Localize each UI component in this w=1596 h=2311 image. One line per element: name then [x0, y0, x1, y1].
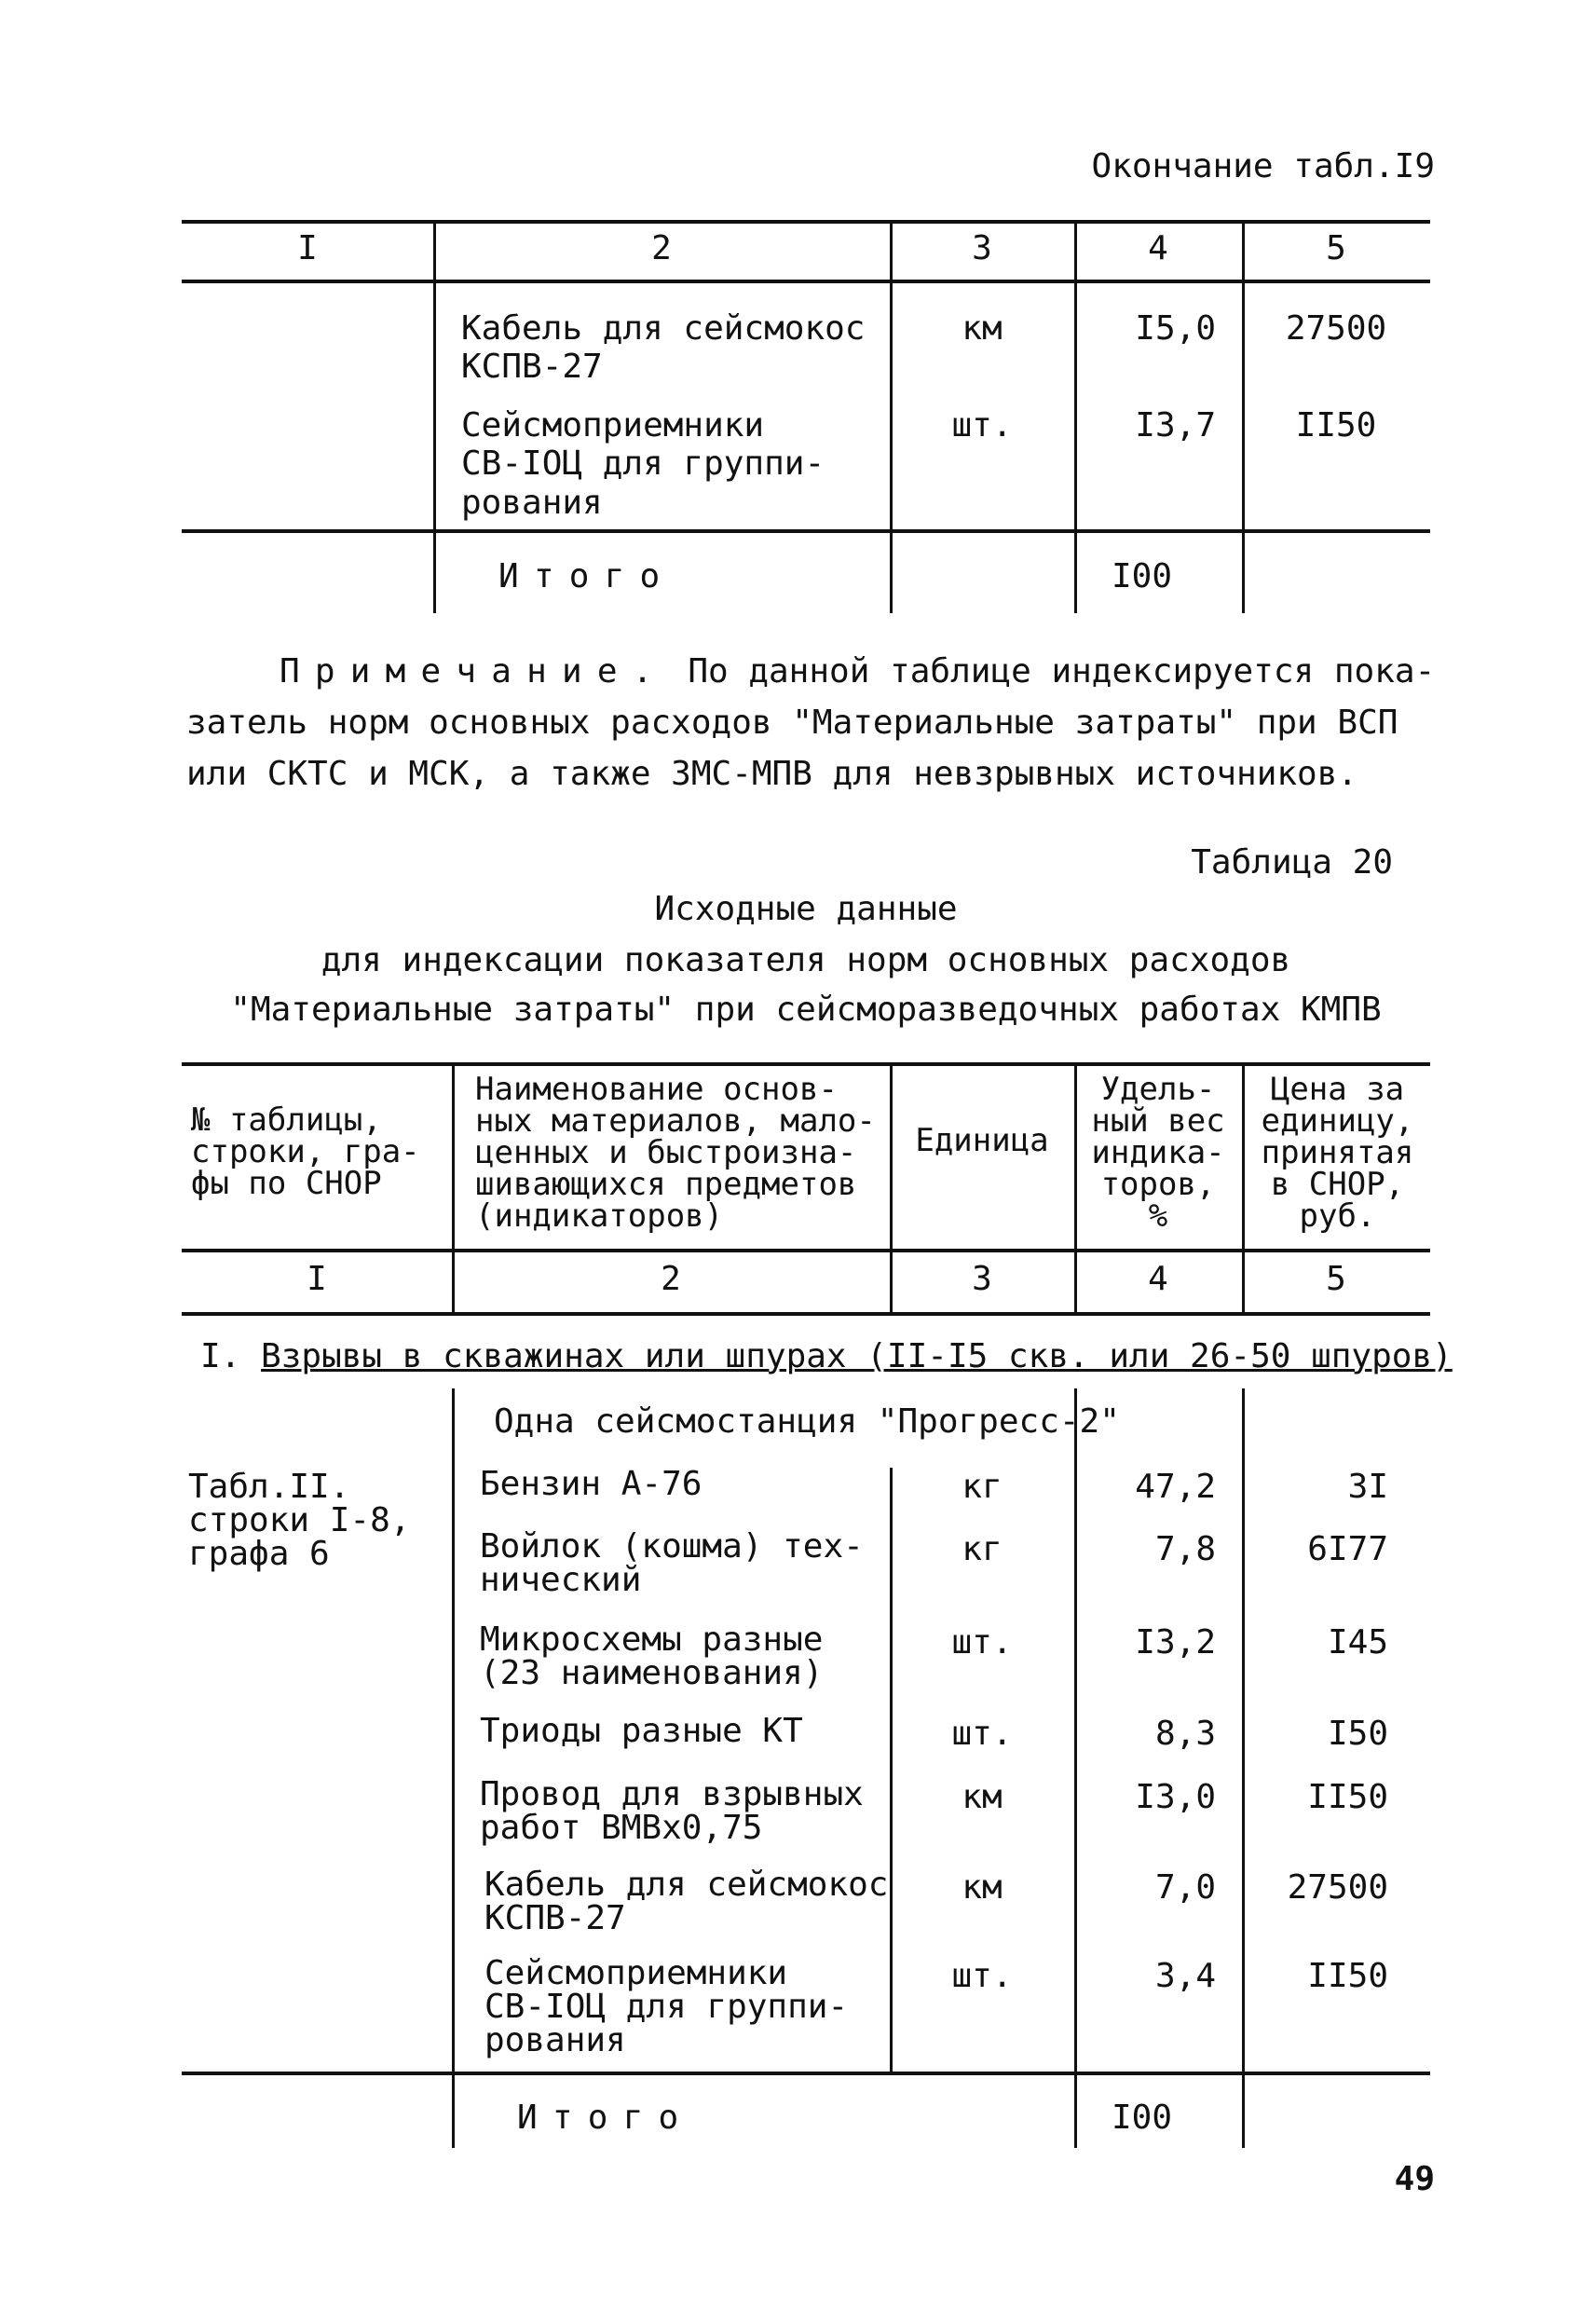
table20-header-unit: Единица [915, 1122, 1049, 1159]
table19-total-label: Итого [498, 557, 675, 595]
table20-item-unit: шт. [951, 1715, 1013, 1753]
table20-col-number: 4 [1148, 1260, 1168, 1298]
table19-header-num: I [297, 229, 318, 267]
table20-header-name: Наименование основ- ных материалов, мало- ценных и быстроизна- шивающихся предметов (индикаторов) [475, 1071, 876, 1235]
table20-item-price: II50 [1307, 1778, 1388, 1816]
table20-title: "Материальные затраты" при сейсморазведочных работах КМПВ [230, 991, 1382, 1029]
table19-header-num: 2 [651, 229, 672, 267]
table19-item-price: II50 [1295, 406, 1377, 444]
table20-item-weight: 47,2 [1135, 1468, 1216, 1506]
table19-item-name: Кабель для сейсмокос КСПВ-27 [461, 309, 866, 387]
table20-numbers-rule [182, 1312, 1430, 1316]
table20-item-name: Провод для взрывных работ ВМВх0,75 [480, 1775, 864, 1847]
table20-item-name: Сейсмоприемники СВ-IОЦ для группи- рования [484, 1954, 849, 2059]
table20-col-number: 5 [1326, 1260, 1346, 1298]
table20-item-weight: 8,3 [1154, 1715, 1216, 1753]
table20-header-source: № таблицы, строки, гра- фы по СНОР [191, 1101, 420, 1202]
table20-item-name: Войлок (кошма) тех- нический [480, 1527, 864, 1599]
table19-item-price: 27500 [1285, 309, 1387, 348]
table19-item-weight: I3,7 [1135, 406, 1216, 444]
table20-item-unit: км [962, 1778, 1003, 1816]
table20-col-number: I [307, 1260, 327, 1298]
table20-section-heading [200, 1337, 1453, 1375]
table20-header-weight: Удель- ный вес индика- торов, % [1091, 1071, 1225, 1235]
table20-item-name: Микросхемы разные (23 наименования) [480, 1620, 824, 1692]
table20-item-unit: шт. [951, 1623, 1013, 1661]
table19-caption: Окончание табл.I9 [1091, 147, 1435, 185]
table20-col-number: 2 [661, 1260, 681, 1298]
table20-col-number: 3 [972, 1260, 992, 1298]
table20-item-unit: кг [962, 1530, 1003, 1568]
section-number: I. [200, 1337, 241, 1375]
table19-item-name: Сейсмоприемники СВ-IОЦ для группи- рования [461, 406, 825, 522]
table20-item-name: Триоды разные КТ [480, 1712, 803, 1750]
table20-item-weight: 7,8 [1154, 1530, 1216, 1568]
table20-item-price: 27500 [1287, 1868, 1388, 1907]
table19-item-unit: км [962, 309, 1003, 348]
table20-header-price: Цена за единицу, принятая в СНОР, руб. [1261, 1071, 1414, 1235]
table19-header-num: 3 [972, 229, 992, 267]
table20-item-weight: I3,2 [1135, 1623, 1216, 1661]
table20-source-ref: Табл.II. строки I-8, графа 6 [188, 1468, 411, 1573]
page-number: 49 [1394, 2160, 1435, 2198]
table20-title: для индексации показателя норм основных расходов [321, 941, 1291, 979]
table20-group-title: Одна сейсмостанция "Прогресс-2" [494, 1402, 1120, 1441]
table20-item-weight: 3,4 [1154, 1957, 1216, 1995]
table20-title: Исходные данные [654, 890, 958, 928]
table20-item-name: Бензин А-76 [480, 1465, 703, 1503]
table19-col-divider [433, 220, 436, 613]
table20-total-label: Итого [517, 2099, 694, 2137]
table20-col-divider [452, 1388, 455, 2148]
table19-item-unit: шт. [951, 406, 1013, 444]
table20-item-name: Кабель для сейсмокос КСПВ-27 [484, 1866, 889, 1937]
note-text-line: затель норм основных расходов "Материальные затраты" при ВСП [186, 704, 1398, 742]
table20-item-price: I45 [1327, 1623, 1388, 1661]
table20-item-unit: кг [962, 1468, 1003, 1506]
table20-item-weight: 7,0 [1154, 1868, 1216, 1907]
table19-total-value: I00 [1112, 557, 1173, 595]
section-title: Взрывы в скважинах или шпурах (II-I5 скв. или 26-50 шпуров) [261, 1337, 1453, 1375]
table20-item-weight: I3,0 [1135, 1778, 1216, 1816]
table20-item-unit: км [962, 1868, 1003, 1907]
table20-item-price: 3I [1347, 1468, 1388, 1506]
table20-item-price: II50 [1307, 1957, 1388, 1995]
table19-header-num: 4 [1148, 229, 1168, 267]
note-text-line: или СКТС и МСК, а также ЗМС-МПВ для невзрывных источников. [186, 755, 1358, 793]
table19-item-weight: I5,0 [1135, 309, 1216, 348]
note-text-line: По данной таблице индексируется пока- [688, 652, 1436, 691]
table20-item-unit: шт. [951, 1957, 1013, 1995]
note-label: Примечание. [280, 652, 668, 691]
table20-label: Таблица 20 [1191, 843, 1393, 882]
table20-item-price: I50 [1327, 1715, 1388, 1753]
table19-header-num: 5 [1326, 229, 1346, 267]
table20-total-value: I00 [1112, 2099, 1173, 2137]
table20-item-price: 6I77 [1307, 1530, 1388, 1568]
